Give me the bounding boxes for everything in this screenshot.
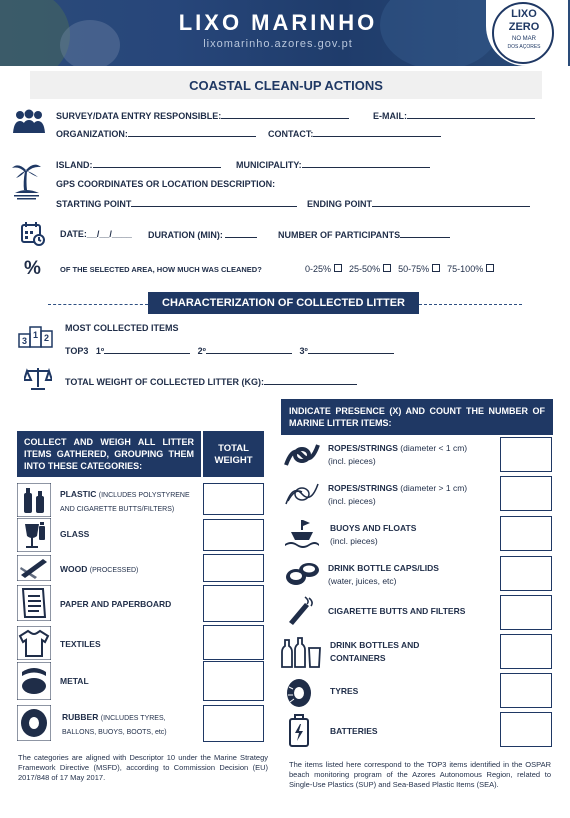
- battery-icon: [288, 714, 310, 748]
- count-input-bottles[interactable]: [500, 634, 552, 669]
- count-input-buoys[interactable]: [500, 516, 552, 551]
- buoy-icon: [283, 518, 321, 550]
- cigarette-icon: [285, 595, 319, 625]
- weight-input-wood[interactable]: [203, 554, 264, 582]
- category-glass: GLASS: [60, 529, 90, 539]
- category-textiles: TEXTILES: [60, 639, 101, 649]
- characterization-heading: CHARACTERIZATION OF COLLECTED LITTER: [162, 297, 405, 309]
- scale-icon: [24, 365, 52, 391]
- tyre-outline-icon: [284, 677, 314, 709]
- section-divider-left: [48, 304, 148, 305]
- option-75-100[interactable]: 75-100%: [447, 264, 494, 274]
- island-field[interactable]: [56, 159, 221, 170]
- category-name: PLASTIC: [60, 489, 97, 499]
- rope-knot-thick-icon: [283, 440, 321, 470]
- starting-point-label: STARTING POINT: [56, 199, 132, 209]
- percent-symbol: %: [24, 258, 41, 279]
- option-25-50[interactable]: 25-50%: [349, 264, 391, 274]
- count-input-ropes-thin[interactable]: [500, 437, 552, 472]
- count-input-tyres[interactable]: [500, 673, 552, 708]
- contact-field[interactable]: [268, 128, 441, 139]
- logo-line1: LIXO: [511, 8, 537, 20]
- item-caps: DRINK BOTTLE CAPS/LIDS (water, juices, etc): [328, 563, 439, 586]
- category-wood: [60, 564, 138, 574]
- podium-third: 3: [22, 336, 28, 346]
- count-input-ropes-thick[interactable]: [500, 476, 552, 511]
- count-input-cigarette[interactable]: [500, 595, 552, 630]
- podium-icon: [18, 326, 54, 348]
- total-weight-field[interactable]: [65, 376, 357, 387]
- item-tyres: TYRES: [330, 686, 359, 696]
- weight-input-textiles[interactable]: [203, 625, 264, 660]
- brand-url[interactable]: lixomarinho.azores.gov.pt: [203, 38, 353, 50]
- palm-island-icon: [12, 160, 42, 200]
- contact-label: CONTACT:: [268, 129, 314, 139]
- category-paper: PAPER AND PAPERBOARD: [60, 599, 172, 609]
- rank2-label: 2º: [197, 346, 206, 356]
- email-field[interactable]: [373, 110, 535, 121]
- total-weight-header: TOTAL WEIGHT: [203, 431, 264, 477]
- drink-bottles-icon: [280, 634, 322, 670]
- paper-icon: [17, 585, 51, 621]
- rank3-label: 3º: [299, 346, 308, 356]
- rope-knot-thin-icon: [283, 479, 321, 509]
- area-cleaned-label: OF THE SELECTED AREA, HOW MUCH WAS CLEANED?: [60, 265, 262, 274]
- count-input-caps[interactable]: [500, 556, 552, 591]
- weight-input-paper[interactable]: [203, 585, 264, 622]
- people-icon: [12, 109, 46, 135]
- checkbox[interactable]: [432, 264, 440, 272]
- podium-first: 1: [33, 330, 39, 340]
- item-ropes-thin: ROPES/STRINGS (diameter < 1 cm) (incl. pieces): [328, 443, 468, 466]
- date-blank: __/__/____: [86, 229, 132, 239]
- item-cigarette: CIGARETTE BUTTS AND FILTERS: [328, 606, 466, 616]
- wood-planks-icon: [17, 555, 51, 581]
- email-label: E-MAIL:: [373, 111, 407, 121]
- weight-input-plastic[interactable]: [203, 483, 264, 515]
- most-collected-label: MOST COLLECTED ITEMS: [65, 323, 179, 333]
- tyre-icon: [17, 705, 51, 741]
- top3-label: TOP3: [65, 346, 89, 356]
- item-bottles: DRINK BOTTLES AND CONTAINERS: [330, 640, 420, 663]
- option-0-25[interactable]: 0-25%: [305, 264, 342, 274]
- brand-title: LIXO MARINHO: [178, 10, 378, 35]
- island-label: ISLAND:: [56, 160, 93, 170]
- logo-line3: NO MAR: [512, 36, 536, 42]
- marine-items-header: INDICATE PRESENCE (X) AND COUNT THE NUMBER OF MARINE LITTER ITEMS:: [281, 399, 553, 435]
- survey-responsible-field[interactable]: [56, 110, 349, 121]
- municipality-label: MUNICIPALITY:: [236, 160, 302, 170]
- count-input-batteries[interactable]: [500, 712, 552, 747]
- item-buoys: BUOYS AND FLOATS (incl. pieces): [330, 523, 417, 546]
- checkbox[interactable]: [334, 264, 342, 272]
- option-50-75[interactable]: 50-75%: [398, 264, 440, 274]
- tshirt-icon: [17, 626, 51, 660]
- ending-point-field[interactable]: [307, 198, 530, 209]
- duration-field[interactable]: [148, 229, 257, 240]
- starting-point-field[interactable]: [56, 198, 297, 209]
- bottle-caps-icon: [283, 560, 321, 588]
- category-name: WOOD: [60, 564, 88, 574]
- date-field[interactable]: [60, 229, 132, 239]
- plastic-bottles-icon: [17, 483, 51, 517]
- survey-responsible-label: SURVEY/DATA ENTRY RESPONSIBLE:: [56, 111, 222, 121]
- total-weight-label: TOTAL WEIGHT OF COLLECTED LITTER (KG):: [65, 377, 264, 387]
- logo-line2: ZERO: [508, 21, 540, 33]
- category-name: RUBBER: [62, 712, 99, 722]
- weight-input-rubber[interactable]: [203, 705, 264, 742]
- glass-icon: [17, 518, 51, 552]
- participants-field[interactable]: [278, 229, 450, 240]
- duration-label: DURATION (MIN):: [148, 230, 223, 240]
- checkbox[interactable]: [383, 264, 391, 272]
- category-note: (INCLUDES TYRES, BALLONS, BUOYS, BOOTS, etc): [62, 715, 167, 736]
- logo-line4: DOS AÇORES: [507, 44, 541, 50]
- weight-input-metal[interactable]: [203, 661, 264, 701]
- municipality-field[interactable]: [236, 159, 430, 170]
- category-metal: METAL: [60, 676, 89, 686]
- checkbox[interactable]: [486, 264, 494, 272]
- weight-input-glass[interactable]: [203, 519, 264, 551]
- category-note: (INCLUDES POLYSTYRENE AND CIGARETTE BUTTS/FILTERS): [60, 492, 190, 513]
- section-divider-right: [419, 304, 522, 305]
- area-options: [305, 264, 494, 274]
- participants-label: NUMBER OF PARTICIPANTS: [278, 230, 401, 240]
- gps-label: GPS COORDINATES OR LOCATION DESCRIPTION:: [56, 179, 276, 189]
- item-ropes-thick: ROPES/STRINGS (diameter > 1 cm) (incl. pieces): [328, 483, 468, 506]
- rank1-label: 1º: [95, 346, 105, 356]
- category-note: (PROCESSED): [89, 567, 139, 574]
- category-rubber: [62, 711, 198, 739]
- right-footnote: The items listed here correspond to the TOP3 items identified in the OSPAR beach monitoring program of the Azores Autonomous Region, related to Single-Use Plastics (SUP) and Sea-Based Plastic Items (SEA).: [289, 760, 551, 789]
- metal-can-icon: [17, 662, 51, 700]
- category-plastic: [60, 488, 202, 516]
- ending-point-label: ENDING POINT: [307, 199, 373, 209]
- organization-label: ORGANIZATION:: [56, 129, 128, 139]
- item-batteries: BATTERIES: [330, 726, 378, 736]
- date-label: DATE:: [60, 229, 87, 239]
- top3-field[interactable]: [65, 345, 394, 356]
- calendar-clock-icon: [20, 221, 46, 247]
- organization-field[interactable]: [56, 128, 256, 139]
- page-title: COASTAL CLEAN-UP ACTIONS: [189, 78, 383, 93]
- categories-header: COLLECT AND WEIGH ALL LITTER ITEMS GATHERED, GROUPING THEM INTO THESE CATEGORIES:: [17, 431, 201, 477]
- left-footnote: The categories are aligned with Descriptor 10 under the Marine Strategy Framework Directive (MSFD), according to Commission Decision (EU) 2017/848 of 17 May 2017.: [18, 753, 268, 782]
- podium-second: 2: [44, 333, 50, 343]
